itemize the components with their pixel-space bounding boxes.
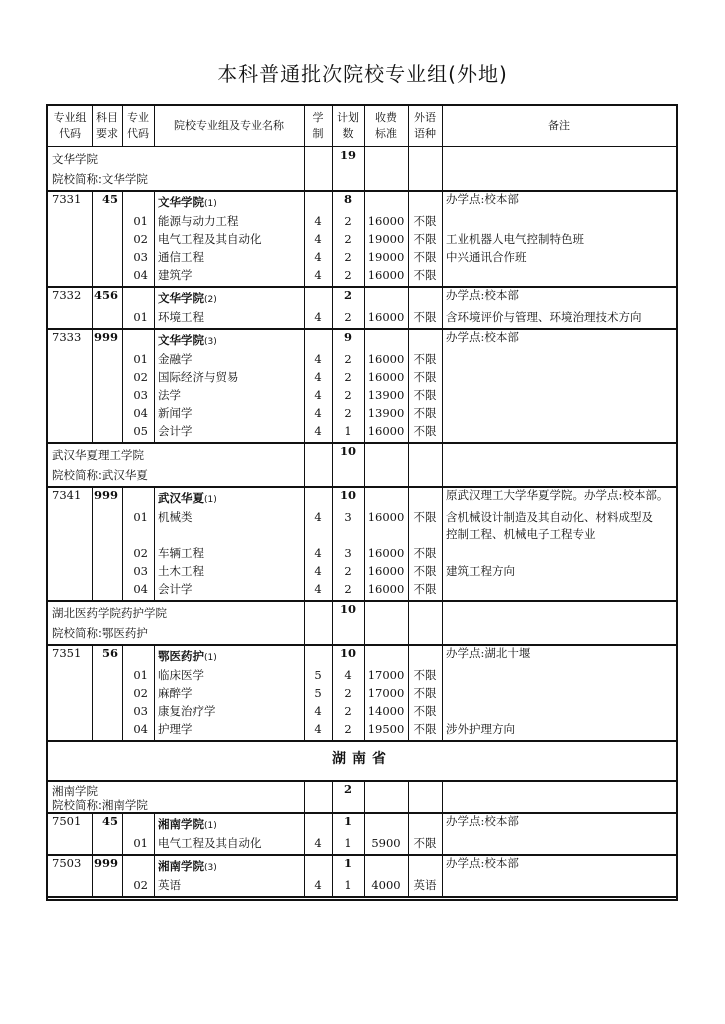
major-years: 4 [314,406,322,420]
subject-requirement: 56 [101,646,118,660]
group-name-text: 湘南学院 [158,859,204,873]
major-note: 含环境评价与管理、环境治理技术方向 [446,310,642,324]
major-name: 金融学 [158,352,193,366]
group-note: 办学点:校本部 [446,814,519,828]
group-plan: 9 [343,330,352,344]
group-note: 办学点:校本部 [446,330,519,344]
group-name-text: 湘南学院 [158,817,204,831]
major-fee: 19000 [367,232,405,246]
group-note: 办学点:校本部 [446,856,519,870]
column-divider [332,812,333,854]
major-fee: 16000 [367,352,405,366]
major-plan: 2 [344,722,352,736]
header-plan: 数 [342,127,354,140]
school-name: 文华学院 [52,152,98,166]
group-note: 办学点:校本部 [446,192,519,206]
major-plan: 2 [344,564,352,578]
header-subject-req: 科目 [96,111,118,124]
subject-requirement: 999 [93,856,118,870]
header-lang: 语种 [414,127,436,140]
group-name-text: 鄂医药护 [158,649,204,663]
group-suffix: (3) [204,863,217,873]
column-divider [364,146,365,190]
group-suffix: (1) [204,495,217,505]
major-fee: 16000 [367,214,405,228]
major-language: 英语 [413,878,437,892]
major-fee: 16000 [367,564,405,578]
subject-requirement: 45 [101,814,118,828]
header-plan: 计划 [337,111,359,124]
school-name: 武汉华夏理工学院 [52,448,144,462]
major-years: 4 [314,564,322,578]
column-divider [442,812,443,854]
column-divider [408,106,409,146]
header-fee: 收费 [375,111,397,124]
major-fee: 16000 [367,582,405,596]
major-language: 不限 [413,424,437,438]
group-plan: 1 [343,814,352,828]
major-fee: 14000 [367,704,405,718]
major-fee: 17000 [367,686,405,700]
major-language: 不限 [413,250,437,264]
column-divider [364,442,365,486]
major-language: 不限 [413,406,437,420]
column-divider [442,106,443,146]
major-name: 会计学 [158,582,193,596]
group-name [158,333,268,349]
major-plan: 2 [344,250,352,264]
header-note: 备注 [548,119,570,132]
column-divider [408,190,409,286]
major-name: 护理学 [158,722,193,736]
major-plan: 2 [344,310,352,324]
column-divider [364,286,365,328]
column-divider [408,286,409,328]
major-years: 4 [314,388,322,402]
major-note: 工业机器人电气控制特色班 [446,232,584,246]
major-code: 04 [133,582,148,596]
school-alias: 院校简称:湘南学院 [52,798,148,812]
major-years: 4 [314,704,322,718]
major-language: 不限 [413,836,437,850]
school-name: 湖北医药学院药护学院 [52,606,167,620]
major-name: 会计学 [158,424,193,438]
column-divider [364,486,365,600]
major-plan: 2 [344,704,352,718]
group-note: 原武汉理工大学华夏学院。办学点:校本部。 [446,488,669,502]
major-language: 不限 [413,214,437,228]
subject-requirement: 999 [93,330,118,344]
column-divider [442,146,443,190]
major-plan: 1 [344,836,352,850]
subject-requirement: 999 [93,488,118,502]
major-years: 5 [314,686,322,700]
school-plan: 2 [343,782,352,796]
school-alias: 院校简称:鄂医药护 [52,626,148,640]
column-divider [92,286,93,328]
column-divider [408,644,409,740]
major-plan: 3 [344,546,352,560]
major-language: 不限 [413,388,437,402]
group-code: 7503 [52,856,82,870]
major-years: 4 [314,836,322,850]
major-note: 控制工程、机械电子工程专业 [446,527,596,541]
major-code: 02 [133,878,148,892]
major-code: 01 [133,352,148,366]
subject-requirement: 45 [101,192,118,206]
major-fee: 19500 [367,722,405,736]
column-divider [332,286,333,328]
major-note: 含机械设计制造及其自动化、材料成型及 [446,510,653,524]
column-divider [304,190,305,286]
column-divider [364,812,365,854]
major-note: 中兴通讯合作班 [446,250,527,264]
major-code: 04 [133,268,148,282]
school-plan: 10 [339,444,356,458]
school-name: 湘南学院 [52,784,98,798]
column-divider [304,286,305,328]
major-years: 4 [314,352,322,366]
column-divider [304,146,305,190]
major-name: 环境工程 [158,310,204,324]
major-name: 车辆工程 [158,546,204,560]
column-divider [332,780,333,812]
column-divider [154,328,155,442]
row-divider [48,740,676,742]
column-divider [92,328,93,442]
major-fee: 17000 [367,668,405,682]
major-language: 不限 [413,370,437,384]
column-divider [304,486,305,600]
group-name [158,817,268,833]
school-plan: 10 [339,602,356,616]
major-plan: 2 [344,388,352,402]
column-divider [122,486,123,600]
column-divider [408,600,409,644]
column-divider [122,812,123,854]
major-plan: 2 [344,582,352,596]
major-years: 4 [314,310,322,324]
major-fee: 4000 [371,878,401,892]
group-name-text: 文华学院 [158,333,204,347]
group-name [158,195,268,211]
major-code: 01 [133,214,148,228]
major-code: 03 [133,250,148,264]
major-plan: 1 [344,424,352,438]
column-divider [154,286,155,328]
major-code: 01 [133,836,148,850]
major-name: 建筑学 [158,268,193,282]
column-divider [364,328,365,442]
major-plan: 2 [344,686,352,700]
header-fee: 标准 [375,127,397,140]
group-code: 7333 [52,330,82,344]
column-divider [442,442,443,486]
major-code: 04 [133,722,148,736]
major-plan: 4 [344,668,352,682]
major-language: 不限 [413,668,437,682]
column-divider [332,600,333,644]
column-divider [332,486,333,600]
group-plan: 1 [343,856,352,870]
column-divider [442,854,443,896]
major-language: 不限 [413,546,437,560]
major-fee: 16000 [367,510,405,524]
group-note: 办学点:湖北十堰 [446,646,531,660]
major-years: 4 [314,250,322,264]
group-code: 7501 [52,814,82,828]
major-years: 4 [314,510,322,524]
column-divider [304,328,305,442]
major-name: 机械类 [158,510,193,524]
major-name: 法学 [158,388,181,402]
header-years: 制 [312,127,324,140]
major-name: 康复治疗学 [158,704,216,718]
column-divider [442,286,443,328]
major-language: 不限 [413,310,437,324]
column-divider [364,854,365,896]
major-fee: 16000 [367,310,405,324]
group-suffix: (1) [204,653,217,663]
column-divider [364,106,365,146]
group-code: 7351 [52,646,82,660]
major-years: 4 [314,214,322,228]
column-divider [364,644,365,740]
school-plan: 19 [339,148,356,162]
major-plan: 2 [344,406,352,420]
major-fee: 13900 [367,406,405,420]
major-name: 土木工程 [158,564,204,578]
major-code: 02 [133,546,148,560]
group-code: 7331 [52,192,82,206]
major-code: 04 [133,406,148,420]
group-suffix: (1) [204,821,217,831]
province-heading: 湖南省 [332,751,392,767]
column-divider [442,328,443,442]
major-name: 电气工程及其自动化 [158,232,262,246]
header-major-code: 代码 [127,127,149,140]
major-code: 01 [133,310,148,324]
major-plan: 2 [344,370,352,384]
column-divider [332,106,333,146]
major-years: 4 [314,370,322,384]
column-divider [304,106,305,146]
row-divider [48,146,676,147]
column-divider [332,854,333,896]
column-divider [408,854,409,896]
column-divider [364,780,365,812]
major-name: 电气工程及其自动化 [158,836,262,850]
major-language: 不限 [413,352,437,366]
column-divider [154,486,155,600]
group-suffix: (2) [204,295,217,305]
major-fee: 5900 [371,836,401,850]
major-code: 01 [133,510,148,524]
column-divider [122,328,123,442]
column-divider [92,854,93,896]
column-divider [304,600,305,644]
column-divider [332,442,333,486]
major-name: 英语 [158,878,181,892]
header-group-code: 专业组 [53,111,87,124]
group-name-text: 文华学院 [158,195,204,209]
header-lang: 外语 [414,111,436,124]
column-divider [442,600,443,644]
school-alias: 院校简称:武汉华夏 [52,468,148,482]
column-divider [92,486,93,600]
major-plan: 2 [344,268,352,282]
column-divider [304,812,305,854]
major-years: 5 [314,668,322,682]
major-name: 能源与动力工程 [158,214,239,228]
page-title: 本科普通批次院校专业组(外地) [217,62,508,86]
group-code: 7332 [52,288,82,302]
major-code: 05 [133,424,148,438]
column-divider [154,106,155,146]
major-fee: 16000 [367,546,405,560]
header-years: 学 [312,111,324,124]
column-divider [154,190,155,286]
column-divider [122,644,123,740]
column-divider [304,644,305,740]
group-code: 7341 [52,488,82,502]
group-name-text: 文华学院 [158,291,204,305]
column-divider [122,106,123,146]
major-fee: 16000 [367,370,405,384]
group-suffix: (3) [204,337,217,347]
major-language: 不限 [413,722,437,736]
header-subject-req: 要求 [96,127,118,140]
column-divider [408,812,409,854]
column-divider [442,780,443,812]
major-fee: 16000 [367,424,405,438]
major-code: 01 [133,668,148,682]
column-divider [92,644,93,740]
column-divider [332,190,333,286]
major-language: 不限 [413,686,437,700]
column-divider [154,854,155,896]
column-divider [92,190,93,286]
column-divider [442,190,443,286]
column-divider [304,780,305,812]
column-divider [364,190,365,286]
column-divider [92,812,93,854]
major-plan: 2 [344,352,352,366]
column-divider [304,854,305,896]
column-divider [442,486,443,600]
major-name: 临床医学 [158,668,204,682]
major-plan: 1 [344,878,352,892]
major-name: 国际经济与贸易 [158,370,239,384]
group-plan: 10 [339,488,356,502]
column-divider [408,442,409,486]
group-name [158,859,268,875]
major-note: 涉外护理方向 [446,722,515,736]
column-divider [154,644,155,740]
header-group-code: 代码 [59,127,81,140]
column-divider [92,106,93,146]
column-divider [364,600,365,644]
group-name [158,291,268,307]
column-divider [122,190,123,286]
major-fee: 13900 [367,388,405,402]
major-fee: 16000 [367,268,405,282]
column-divider [408,486,409,600]
major-years: 4 [314,582,322,596]
row-divider [48,896,676,898]
column-divider [122,286,123,328]
major-name: 麻醉学 [158,686,193,700]
group-plan: 8 [343,192,352,206]
group-plan: 10 [339,646,356,660]
major-fee: 19000 [367,250,405,264]
major-plan: 3 [344,510,352,524]
major-code: 02 [133,370,148,384]
group-suffix: (1) [204,199,217,209]
column-divider [332,328,333,442]
major-years: 4 [314,424,322,438]
group-plan: 2 [343,288,352,302]
column-divider [304,442,305,486]
major-language: 不限 [413,232,437,246]
major-code: 02 [133,232,148,246]
header-major-code: 专业 [127,111,149,124]
column-divider [154,812,155,854]
major-name: 新闻学 [158,406,193,420]
column-divider [332,644,333,740]
group-name [158,649,268,665]
column-divider [408,780,409,812]
admission-table [46,104,678,901]
major-language: 不限 [413,510,437,524]
major-years: 4 [314,546,322,560]
group-note: 办学点:校本部 [446,288,519,302]
major-years: 4 [314,878,322,892]
column-divider [332,146,333,190]
group-name-text: 武汉华夏 [158,491,204,505]
major-language: 不限 [413,268,437,282]
major-language: 不限 [413,582,437,596]
school-alias: 院校简称:文华学院 [52,172,148,186]
column-divider [442,644,443,740]
header-name: 院校专业组及专业名称 [174,119,284,132]
major-code: 02 [133,686,148,700]
major-years: 4 [314,722,322,736]
major-plan: 2 [344,232,352,246]
major-plan: 2 [344,214,352,228]
major-language: 不限 [413,704,437,718]
major-code: 03 [133,388,148,402]
major-language: 不限 [413,564,437,578]
major-years: 4 [314,268,322,282]
column-divider [408,146,409,190]
major-name: 通信工程 [158,250,204,264]
major-years: 4 [314,232,322,246]
column-divider [408,328,409,442]
subject-requirement: 456 [93,288,118,302]
column-divider [122,854,123,896]
major-code: 03 [133,564,148,578]
major-note: 建筑工程方向 [446,564,515,578]
major-code: 03 [133,704,148,718]
group-name [158,491,268,507]
